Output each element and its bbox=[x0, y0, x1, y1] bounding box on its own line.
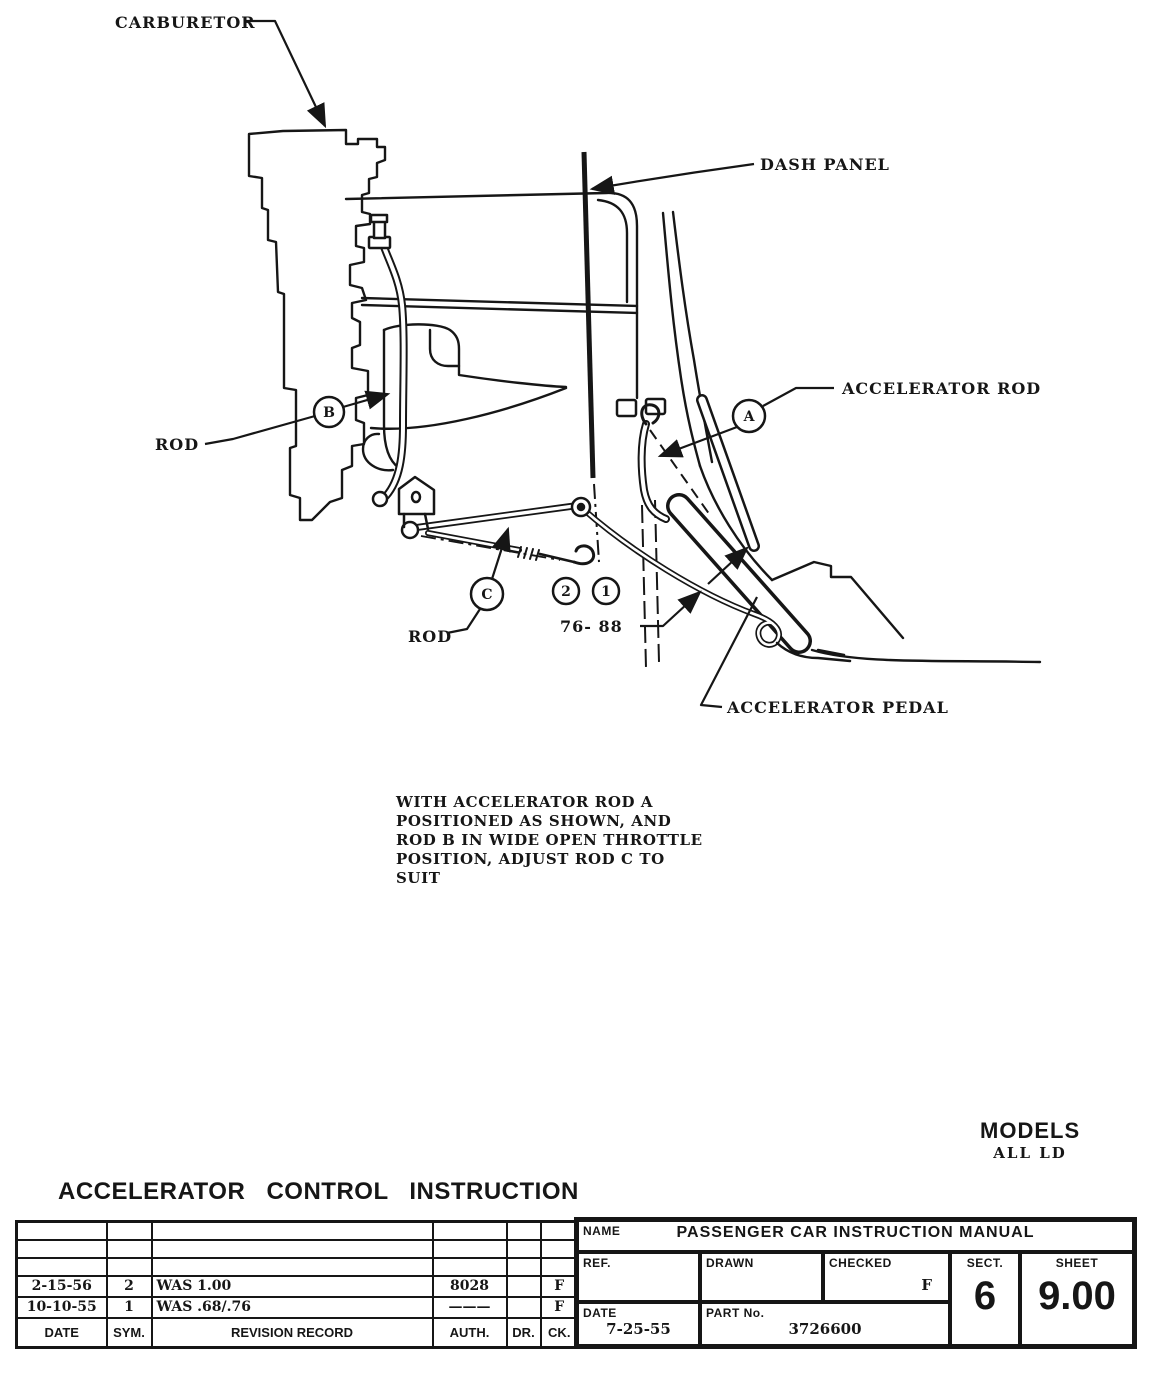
adjustment-note bbox=[395, 793, 703, 887]
callout-a: A bbox=[743, 409, 755, 425]
table-row bbox=[17, 1240, 579, 1258]
ref-label: REF. bbox=[583, 1256, 612, 1270]
part-no-cell bbox=[700, 1302, 950, 1346]
table-row bbox=[17, 1276, 579, 1297]
callout-b: B bbox=[323, 405, 335, 421]
label-dimension: 76- 88 bbox=[560, 617, 623, 636]
header-sym: SYM. bbox=[107, 1318, 152, 1348]
models-heading: MODELS bbox=[980, 1118, 1081, 1143]
revision-dr bbox=[507, 1297, 541, 1318]
cross-rod-inner bbox=[413, 506, 574, 528]
sect-value: 6 bbox=[973, 1274, 997, 1318]
models-block bbox=[980, 1118, 1080, 1162]
trim-hidden-line bbox=[655, 500, 659, 662]
revision-auth: 8028 bbox=[433, 1276, 507, 1297]
note-line: ROD B IN WIDE OPEN THROTTLE bbox=[396, 831, 703, 849]
revision-ck: F bbox=[541, 1276, 579, 1297]
checked-cell bbox=[823, 1252, 950, 1302]
revision-date: 2-15-56 bbox=[17, 1276, 107, 1297]
label-accelerator-rod: ACCELERATOR ROD bbox=[842, 379, 1042, 398]
cross-rod-clevis-pin bbox=[578, 504, 584, 510]
page-title: ACCELERATOR CONTROL INSTRUCTION bbox=[58, 1178, 579, 1205]
ref-cell bbox=[577, 1252, 700, 1302]
leader-accelerator-pedal bbox=[701, 597, 757, 707]
cowl-flange bbox=[384, 324, 566, 387]
checked-value: F bbox=[921, 1276, 932, 1294]
note-line: POSITION, ADJUST ROD C TO bbox=[396, 850, 665, 868]
rod-c-threads bbox=[518, 547, 539, 560]
label-carburetor: CARBURETOR bbox=[115, 13, 256, 32]
table-row bbox=[17, 1222, 579, 1240]
revision-sym: 2 bbox=[107, 1276, 152, 1297]
sect-label: SECT. bbox=[966, 1256, 1004, 1270]
dash-panel-line bbox=[584, 152, 593, 478]
models-value: ALL LD bbox=[993, 1144, 1067, 1162]
bellcrank-bracket bbox=[399, 477, 434, 514]
leader-accelerator-rod bbox=[763, 388, 834, 406]
drawn-label: DRAWN bbox=[706, 1256, 754, 1270]
header-date: DATE bbox=[17, 1318, 107, 1348]
name-cell bbox=[577, 1220, 1134, 1252]
leader-rod-c-arrow bbox=[492, 529, 508, 579]
date-value: 7-25-55 bbox=[606, 1320, 671, 1338]
revision-record: WAS .68/.76 bbox=[152, 1297, 433, 1318]
note-line: POSITIONED AS SHOWN, AND bbox=[396, 812, 672, 830]
revision-date: 10-10-55 bbox=[17, 1297, 107, 1318]
accelerator-rod-a bbox=[642, 424, 666, 519]
name-value: PASSENGER CAR INSTRUCTION MANUAL bbox=[676, 1224, 1035, 1241]
header-dr: DR. bbox=[507, 1318, 541, 1348]
revision-auth: ——— bbox=[433, 1297, 507, 1318]
rod-c-hook bbox=[574, 546, 594, 564]
date-cell bbox=[577, 1302, 700, 1346]
sheet-cell bbox=[1020, 1252, 1134, 1346]
callout-2: 2 bbox=[561, 584, 571, 600]
trim-hidden-line bbox=[642, 505, 646, 668]
part-no-value: 3726600 bbox=[788, 1320, 862, 1338]
name-label: NAME bbox=[583, 1224, 621, 1238]
label-rod-c: ROD bbox=[408, 627, 453, 646]
revision-dr bbox=[507, 1276, 541, 1297]
note-line: SUIT bbox=[396, 869, 441, 887]
leader-dash-panel bbox=[592, 164, 754, 189]
revision-ck: F bbox=[541, 1297, 579, 1318]
label-accelerator-pedal: ACCELERATOR PEDAL bbox=[727, 698, 949, 717]
sheet-label: SHEET bbox=[1055, 1256, 1099, 1270]
header-record: REVISION RECORD bbox=[152, 1318, 433, 1348]
header-ck: CK. bbox=[541, 1318, 579, 1348]
accelerator-pedal-pad-inner bbox=[679, 506, 799, 641]
table-row bbox=[17, 1258, 579, 1276]
revision-record: WAS 1.00 bbox=[152, 1276, 433, 1297]
a-pillar-edge bbox=[663, 213, 700, 466]
rod-b-fitting-cap bbox=[371, 215, 387, 222]
drawn-cell bbox=[700, 1252, 823, 1302]
rod-b-ball-end bbox=[373, 492, 387, 506]
table-header-row bbox=[17, 1318, 579, 1348]
revision-record-table bbox=[15, 1220, 580, 1349]
rod-b-fitting-stem bbox=[374, 221, 385, 238]
rod-c-centerline bbox=[421, 536, 560, 560]
checked-label: CHECKED bbox=[829, 1256, 892, 1270]
sheet-value: 9.00 bbox=[1038, 1274, 1116, 1318]
revision-sym: 1 bbox=[107, 1297, 152, 1318]
sect-cell bbox=[950, 1252, 1020, 1346]
label-rod-b: ROD bbox=[155, 435, 200, 454]
part-no-label: PART No. bbox=[706, 1306, 765, 1320]
carburetor-outline bbox=[249, 130, 385, 520]
mount-bolt bbox=[617, 400, 636, 416]
cowl-flange-left bbox=[384, 330, 399, 468]
label-dash-panel: DASH PANEL bbox=[760, 155, 890, 174]
date-label: DATE bbox=[583, 1306, 617, 1320]
leader-dimension bbox=[640, 592, 700, 626]
callout-1: 1 bbox=[601, 584, 611, 600]
note-line: WITH ACCELERATOR ROD A bbox=[396, 793, 654, 811]
table-row bbox=[17, 1297, 579, 1318]
callout-c: C bbox=[481, 587, 493, 603]
cowl-panel-outline bbox=[346, 193, 637, 398]
leader-carburetor bbox=[246, 21, 325, 126]
header-auth: AUTH. bbox=[433, 1318, 507, 1348]
leader-rod-b bbox=[205, 416, 315, 444]
cowl-panel-inner-corner bbox=[598, 200, 627, 302]
